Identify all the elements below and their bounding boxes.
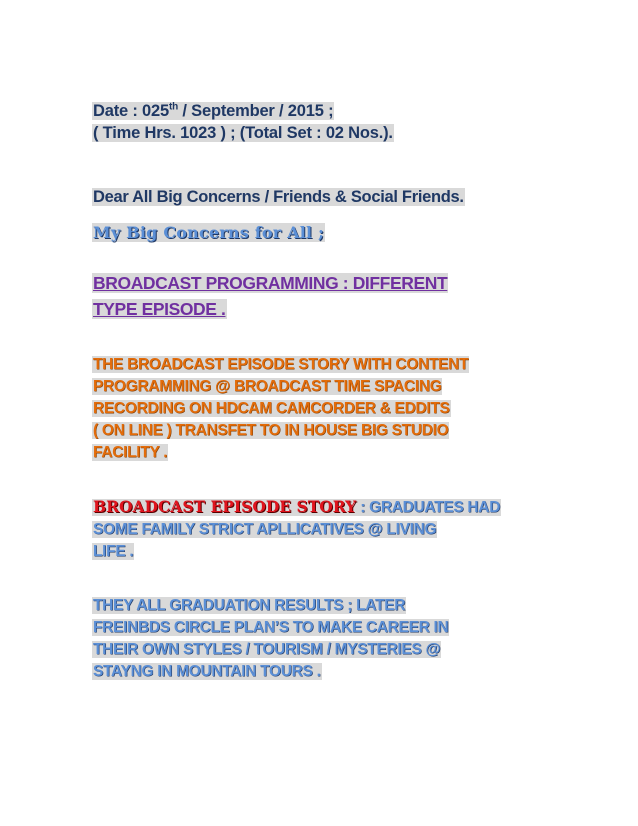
headline-line-1: BROADCAST PROGRAMMING : DIFFERENT (93, 272, 448, 293)
results-line-1: THEY ALL GRADUATION RESULTS ; LATER (93, 596, 406, 614)
story-paragraph (92, 496, 542, 563)
story-line-3: LIFE . (93, 542, 134, 560)
results-line-3: THEIR OWN STYLES / TOURISM / MYSTERIES @ (93, 640, 441, 658)
date-month-year: / September / 2015 ; (178, 101, 334, 120)
concerns-heading (92, 222, 542, 244)
time-line: ( Time Hrs. 1023 ) ; (Total Set : 02 Nos.). (93, 123, 393, 142)
story-line-1-rest: : GRADUATES HAD (356, 498, 501, 516)
results-line-4: STAYNG IN MOUNTAIN TOURS . (93, 662, 321, 680)
story-line-1 (92, 496, 501, 516)
results-line-2: FREINBDS CIRCLE PLAN’S TO MAKE CAREER IN (93, 618, 449, 636)
date-line (92, 102, 334, 120)
greeting-text: Dear All Big Concerns / Friends & Social Friends. (93, 187, 464, 206)
greeting-line (92, 186, 542, 208)
headline-line-2: TYPE EPISODE . (93, 298, 226, 319)
document-page (92, 96, 542, 683)
broadcast-line-5: FACILITY . (93, 443, 168, 461)
headline (92, 270, 542, 322)
date-ordinal-suffix: th (168, 101, 179, 112)
broadcast-line-2: PROGRAMMING @ BROADCAST TIME SPACING (93, 377, 442, 395)
date-block (92, 96, 542, 144)
results-paragraph (92, 595, 542, 683)
broadcast-paragraph (92, 354, 542, 464)
broadcast-line-3: RECORDING ON HDCAM CAMCORDER & EDDITS (93, 399, 450, 417)
story-line-2: SOME FAMILY STRICT APLLICATIVES @ LIVING (93, 520, 437, 538)
broadcast-line-1: THE BROADCAST EPISODE STORY WITH CONTENT (93, 355, 469, 373)
broadcast-line-4: ( ON LINE ) TRANSFET TO IN HOUSE BIG STUDIO (93, 421, 449, 439)
story-label: BROADCAST EPISODE STORY (93, 496, 357, 516)
concerns-heading-text: My Big Concerns for All ; (93, 222, 325, 242)
date-prefix: Date : 025 (93, 101, 169, 120)
